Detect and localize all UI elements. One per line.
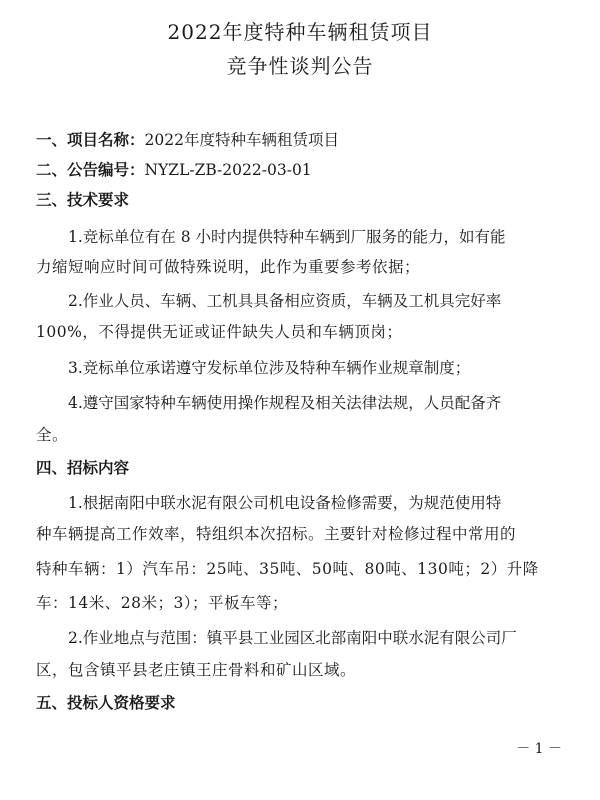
section-content-heading: 四、招标内容 xyxy=(36,459,130,477)
section-qualification-heading: 五、投标人资格要求 xyxy=(36,694,176,712)
notice-number-label: 二、公告编号： xyxy=(36,161,145,179)
content-item-1-line-3: 特种车辆：1）汽车吊：25吨、35吨、50吨、80吨、130吨；2）升降 xyxy=(36,560,539,578)
project-name-row xyxy=(36,129,600,151)
content-item-1-line-1: 1.根据南阳中联水泥有限公司机电设备检修需要，为规范使用特 xyxy=(68,494,502,512)
content-item-2-line-1: 2.作业地点与范围：镇平县工业园区北部南阳中联水泥有限公司厂 xyxy=(68,629,517,647)
tech-item-2-line-2: 100%，不得提供无证或证件缺失人员和车辆顶岗； xyxy=(36,323,403,341)
notice-number-value: NYZL-ZB-2022-03-01 xyxy=(144,161,312,179)
tech-item-1-line-2: 力缩短响应时间可做特殊说明，此作为重要参考依据； xyxy=(36,258,421,276)
project-name-label: 一、项目名称： xyxy=(36,131,145,149)
content-item-1-line-4: 车：14米、28米；3）；平板车等； xyxy=(36,594,289,612)
notice-number-row xyxy=(36,159,600,181)
tech-item-2-line-1: 2.作业人员、车辆、工机具具备相应资质，车辆及工机具完好率 xyxy=(68,292,502,310)
tech-item-3-line-1: 3.竞标单位承诺遵守发标单位涉及特种车辆作业规章制度； xyxy=(68,359,471,377)
tech-item-1-line-1: 1.竞标单位有在 8 小时内提供特种车辆到厂服务的能力，如有能 xyxy=(68,228,506,246)
content-item-2-line-2: 区，包含镇平县老庄镇王庄骨料和矿山区域。 xyxy=(36,661,357,679)
document-title-line1: 2022年度特种车辆租赁项目 xyxy=(167,20,433,44)
section-technical-heading: 三、技术要求 xyxy=(36,191,130,209)
project-name-value: 2022年度特种车辆租赁项目 xyxy=(144,131,339,149)
tech-item-4-line-1: 4.遵守国家特种车辆使用操作规程及相关法律法规，人员配备齐 xyxy=(68,394,502,412)
page-number: － 1 － xyxy=(516,741,562,757)
content-item-1-line-2: 种车辆提高工作效率，特组织本次招标。主要针对检修过程中常用的 xyxy=(36,525,517,543)
document-title-line2: 竞争性谈判公告 xyxy=(226,54,374,78)
tech-item-4-line-2: 全。 xyxy=(36,426,69,444)
